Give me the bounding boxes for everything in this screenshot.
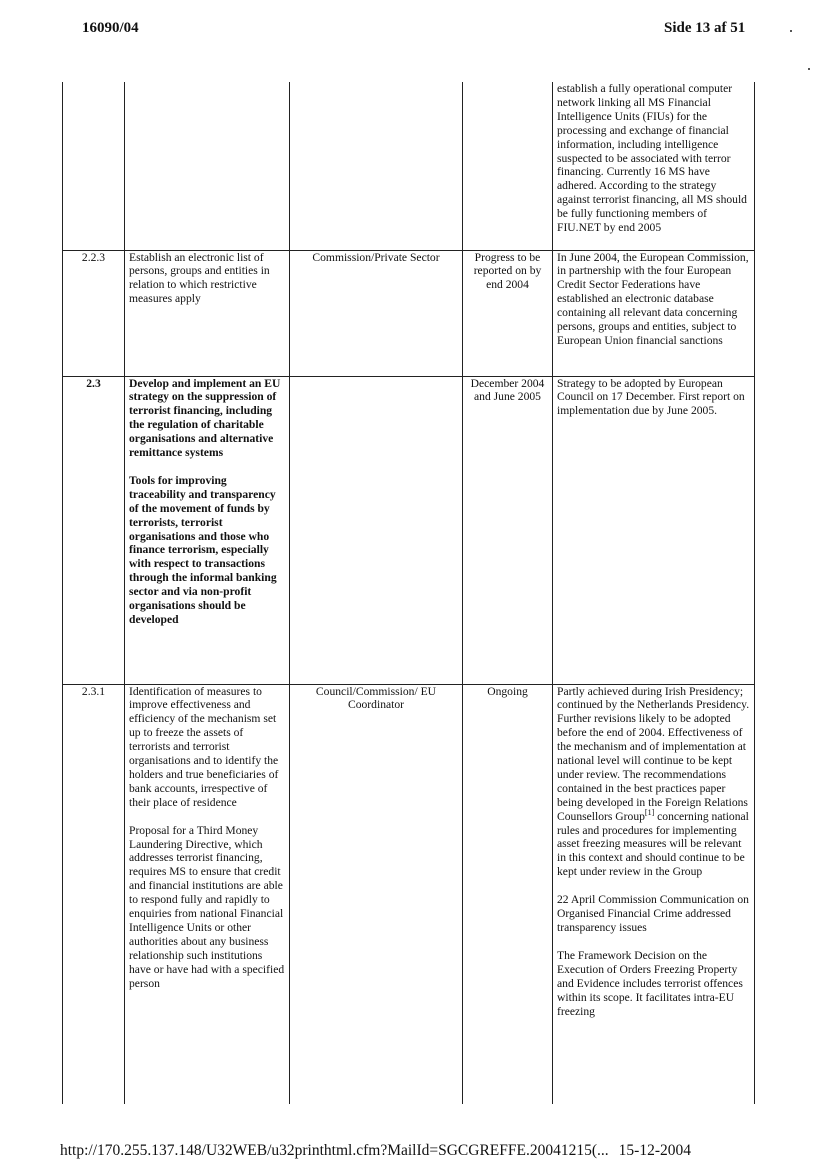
row-action-paragraph: Proposal for a Third Money Laundering Directive, which addresses terrorist financing, requires MS to ensure that credit and financial institutions are able to respond fully and rapidly to enquiries from national Financial Intelligence Units or other authorities about any business relationship such institutions have or have had with a specified person	[129, 823, 285, 990]
table-row	[63, 376, 755, 684]
row-action	[125, 684, 290, 1104]
row-number: 2.2.3	[63, 250, 125, 376]
document-id: 16090/04	[82, 20, 139, 36]
footer-date: 15-12-2004	[618, 1142, 691, 1159]
row-status: establish a fully operational computer network linking all MS Financial Intelligence Units (FIUs) for the processing and exchange of financial information, including intelligence suspected to be associated with terror financing. Currently 16 MS have adhered. According to the strategy against terrorist financing, all MS should be fully functioning members of FIU.NET by end 2005	[553, 82, 755, 250]
row-number: 2.3.1	[63, 684, 125, 1104]
table-row	[63, 684, 755, 1104]
row-responsible: Commission/Private Sector	[290, 250, 463, 376]
row-deadline: December 2004 and June 2005	[463, 376, 553, 684]
footer-url: http://170.255.137.148/U32WEB/u32printhtml.cfm?MailId=SGCGREFFE.20041215(...	[60, 1142, 609, 1159]
row-deadline: Progress to be reported on by end 2004	[463, 250, 553, 376]
row-status-paragraph	[557, 685, 750, 880]
row-status: In June 2004, the European Commission, in partnership with the four European Credit Sector Federations have established an electronic database containing all relevant data concerning persons, groups and entities, subject to European Union financial sanctions	[553, 250, 755, 376]
print-footer	[60, 1142, 691, 1160]
row-action	[125, 376, 290, 684]
row-action: Establish an electronic list of persons, groups and entities in relation to which restrictive measures apply	[125, 250, 290, 376]
row-action-paragraph: Identification of measures to improve effectiveness and efficiency of the mechanism set up to freeze the assets of terrorists and terrorist organisations and to identify the holders and true beneficiaries of bank accounts, irrespective of their place of residence	[129, 684, 279, 809]
scan-speck	[790, 30, 792, 32]
footnote-link[interactable]: [1]	[644, 807, 655, 817]
status-text: concerning national rules and procedures for implementing asset freezing measures will be relevant in this context and should continue to be kept under review in the Group	[557, 809, 749, 879]
row-responsible	[290, 376, 463, 684]
row-responsible: Council/Commission/ EU Coordinator	[290, 684, 463, 1104]
row-status: Strategy to be adopted by European Council on 17 December. First report on implementation due by June 2005.	[553, 376, 755, 684]
row-action-heading: Develop and implement an EU strategy on the suppression of terrorist financing, including the regulation of charitable organisations and alternative remittance systems	[129, 376, 281, 460]
scan-speck	[808, 68, 810, 70]
row-action	[125, 82, 290, 250]
table-row	[63, 82, 755, 250]
row-status-paragraph: 22 April Commission Communication on Organised Financial Crime addressed transparency issues	[557, 893, 749, 934]
row-number: 2.3	[63, 376, 125, 684]
row-status-paragraph: The Framework Decision on the Execution of Orders Freezing Property and Evidence includes terrorist offences within its scope. It facilitates intra-EU freezing	[557, 948, 743, 1018]
status-text: Partly achieved during Irish Presidency; continued by the Netherlands Presidency. Further revisions likely to be adopted before the end of 2004. Effectiveness of the mechanism and of implementation at national level will continue to be kept under review. The recommendations contained in the best practices paper being developed in the Foreign Relations Counsellors Group	[557, 684, 750, 823]
table-row	[63, 250, 755, 376]
page-number: Side 13 af 51	[664, 20, 746, 36]
row-status	[553, 684, 755, 1104]
row-action-subheading: Tools for improving traceability and transparency of the movement of funds by terrorists, terrorist organisations and those who finance terrorism, especially with respect to transactions through the informal banking sector and via non-profit organisations should be developed	[129, 473, 277, 626]
action-plan-table	[62, 82, 755, 1104]
row-number	[63, 82, 125, 250]
row-responsible	[290, 82, 463, 250]
row-deadline: Ongoing	[463, 684, 553, 1104]
row-deadline	[463, 82, 553, 250]
